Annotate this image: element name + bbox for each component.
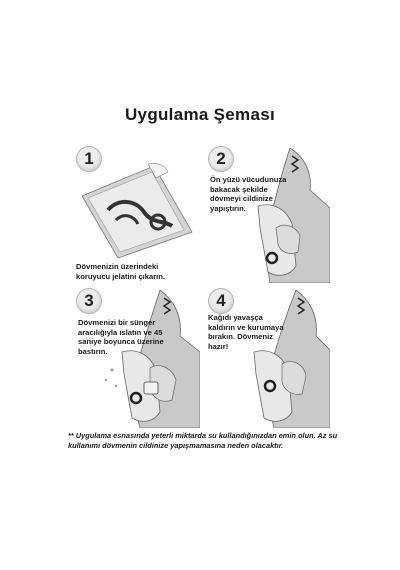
step-2-number: 2 (208, 146, 234, 172)
arm-apply-illustration (250, 148, 330, 283)
step-3-text: Dövmenizi bir sünger aracılığıyla ıslatın ve 45 saniye boyunca üzerine bastırın. (78, 318, 164, 356)
tattoo-sheet-illustration (78, 160, 198, 260)
step-4-number: 4 (208, 288, 234, 314)
step-3-number: 3 (76, 288, 102, 314)
footnote: ** Uygulama esnasında yeterli miktarda su kullandığınızdan emin olun. Az su kullanımı dövmenin cildinize yapışmamasına neden olacaktır. (68, 431, 338, 450)
step-4-text: Kağıdı yavaşça kaldırın ve kurumaya bırakın. Dövmeniz hazır! (208, 313, 284, 351)
step-2-text: Ön yüzü vücudunuza bakacak şekilde dövmeyi cildinize yapıştırın. (210, 175, 287, 213)
peel-paper-illustration (240, 290, 330, 428)
sponge-press-illustration (100, 290, 200, 428)
step-1-number: 1 (76, 146, 102, 172)
step-1-text: Dövmenizin üzerindeki koruyucu jelatini çıkarın. (76, 262, 166, 281)
page-title: Uygulama Şeması (124, 105, 275, 124)
